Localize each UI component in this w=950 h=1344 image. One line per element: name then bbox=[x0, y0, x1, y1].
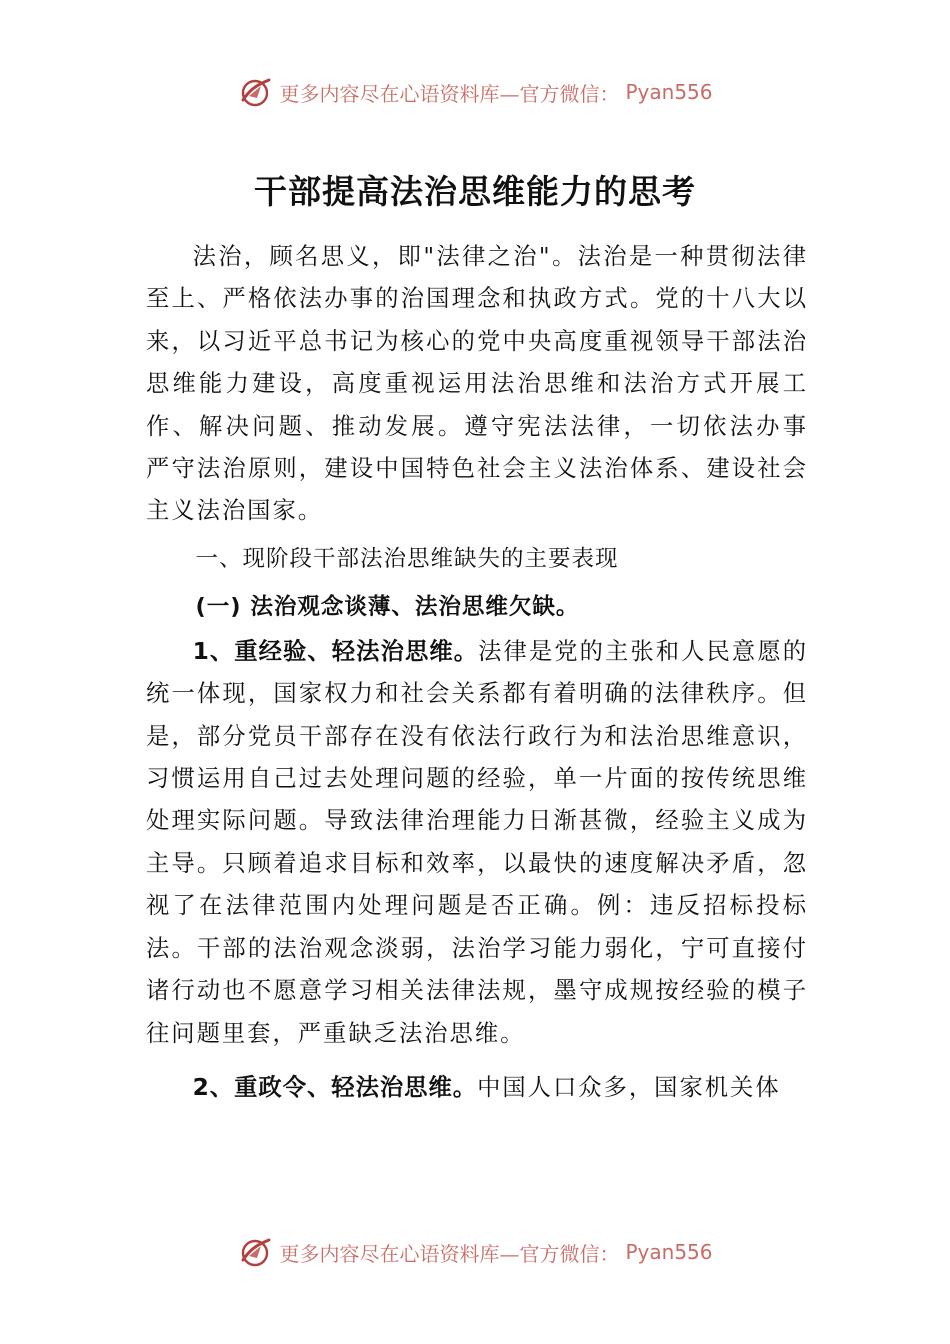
item-1-lead: 1、重经验、轻法治思维。 bbox=[192, 637, 479, 665]
watermark-text: 更多内容尽在心语资料库—官方微信： bbox=[279, 81, 620, 106]
item-1-paragraph bbox=[146, 631, 808, 1055]
item-2-body: 中国人口众多，国家机关体 bbox=[477, 1073, 781, 1101]
document-body bbox=[146, 236, 808, 1109]
item-2-paragraph bbox=[146, 1067, 808, 1109]
watermark-text: 更多内容尽在心语资料库—官方微信： bbox=[279, 1241, 620, 1266]
brand-logo-icon bbox=[237, 74, 273, 110]
wechat-id: Pyan556 bbox=[625, 1240, 713, 1264]
document-title: 干部提高法治思维能力的思考 bbox=[254, 172, 696, 211]
item-1-body: 法律是党的主张和人民意愿的统一体现，国家权力和社会关系都有着明确的法律秩序。但是，部分党员干部存在没有依法行政行为和法治思维意识，习惯运用自己过去处理问题的经验，单一片面的按传统思维处理实际问题。导致法律治理能力日渐甚微，经验主义成为主导。只顾着追求目标和效率，以最快的速度解决矛盾，忽视了在法律范围内处理问题是否正确。例：违反招标投标法。干部的法治观念淡弱，法治学习能力弱化，宁可直接付诸行动也不愿意学习相关法律法规，墨守成规按经验的模子往问题里套，严重缺乏法治思维。 bbox=[146, 637, 808, 1047]
brand-logo-icon bbox=[237, 1234, 273, 1270]
intro-paragraph: 法治，顾名思义，即"法律之治"。法治是一种贯彻法律至上、严格依法办事的治国理念和执政方式。党的十八大以来，以习近平总书记为核心的党中央高度重视领导干部法治思维能力建设，高度重视运用法治思维和法治方式开展工作、解决问题、推动发展。遵守宪法法律，一切依法办事 严守法治原则，建设中国特色社会主义法治体系、建设社会主义法治国家。 bbox=[146, 243, 808, 525]
watermark-footer bbox=[0, 1232, 950, 1272]
item-2-lead: 2、重政令、轻法治思维。 bbox=[192, 1073, 478, 1101]
wechat-id: Pyan556 bbox=[625, 80, 713, 104]
subsection-heading-1: (一) 法治观念谈薄、法治思维欠缺。 bbox=[195, 593, 580, 620]
section-heading-1: 一、现阶段干部法治思维缺失的主要表现 bbox=[195, 545, 619, 572]
watermark-header bbox=[0, 72, 950, 112]
